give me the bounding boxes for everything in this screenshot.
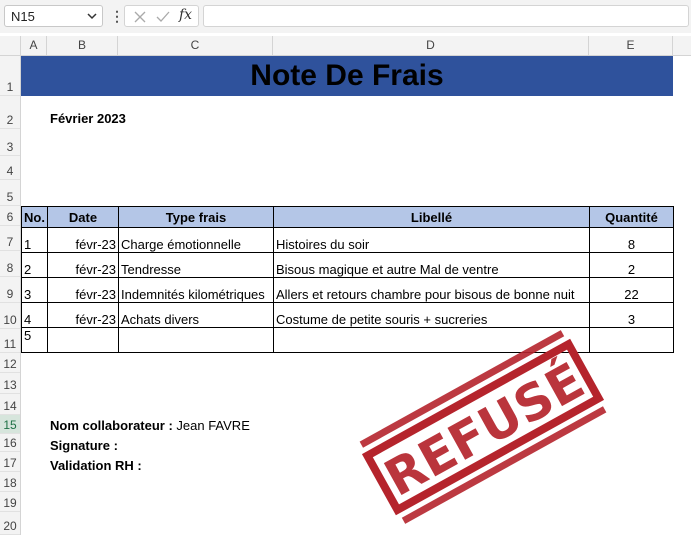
- close-icon[interactable]: [133, 10, 147, 24]
- cell-date[interactable]: févr-23: [48, 278, 119, 303]
- cell-no[interactable]: 1: [22, 228, 48, 253]
- select-all-corner[interactable]: [0, 36, 21, 55]
- cell-label[interactable]: Histoires du soir: [274, 228, 590, 253]
- title-band[interactable]: [21, 56, 673, 96]
- row-header-3[interactable]: 3: [0, 129, 20, 156]
- row-header-4[interactable]: 4: [0, 156, 20, 180]
- name-box-value: N15: [11, 9, 35, 24]
- collaborator-row[interactable]: [50, 418, 250, 433]
- page-title: Note De Frais: [250, 59, 444, 92]
- cell-label[interactable]: Bisous magique et autre Mal de ventre: [274, 253, 590, 278]
- chevron-down-icon[interactable]: [86, 10, 98, 22]
- row-header-10[interactable]: 10: [0, 303, 20, 329]
- check-icon[interactable]: [155, 10, 171, 24]
- formula-buttons: [124, 5, 199, 27]
- fx-icon[interactable]: fx: [179, 7, 193, 23]
- column-header-e[interactable]: E: [589, 36, 673, 55]
- cell-type[interactable]: Achats divers: [119, 303, 274, 328]
- header-type[interactable]: Type frais: [119, 207, 274, 228]
- cell-no[interactable]: 5: [22, 328, 48, 353]
- cell-type[interactable]: Charge émotionnelle: [119, 228, 274, 253]
- validation-label[interactable]: Validation RH :: [50, 458, 142, 473]
- column-header-d[interactable]: D: [273, 36, 589, 55]
- cell-quantity[interactable]: 22: [590, 278, 674, 303]
- column-header-b[interactable]: B: [47, 36, 118, 55]
- cell-type[interactable]: Tendresse: [119, 253, 274, 278]
- period-cell[interactable]: Février 2023: [50, 111, 126, 126]
- row-header-19[interactable]: 19: [0, 492, 20, 512]
- cell-no[interactable]: 2: [22, 253, 48, 278]
- cell-no[interactable]: 4: [22, 303, 48, 328]
- header-date[interactable]: Date: [48, 207, 119, 228]
- header-label[interactable]: Libellé: [274, 207, 590, 228]
- row-header-7[interactable]: 7: [0, 226, 20, 251]
- row-header-20[interactable]: 20: [0, 512, 20, 535]
- row-headers: [0, 56, 21, 535]
- row-header-16[interactable]: 16: [0, 434, 20, 452]
- refused-stamp: [358, 322, 608, 532]
- signature-label[interactable]: Signature :: [50, 438, 118, 453]
- row-header-11[interactable]: 11: [0, 329, 20, 353]
- stamp-text: REFUSÉ: [375, 351, 594, 508]
- row-header-12[interactable]: 12: [0, 353, 20, 373]
- cell-no[interactable]: 3: [22, 278, 48, 303]
- table-row: [22, 228, 674, 253]
- row-header-5[interactable]: 5: [0, 180, 20, 206]
- row-header-6[interactable]: 6: [0, 206, 20, 226]
- cell-quantity[interactable]: 3: [590, 303, 674, 328]
- row-header-9[interactable]: 9: [0, 277, 20, 303]
- row-header-17[interactable]: 17: [0, 452, 20, 472]
- row-header-15[interactable]: 15: [0, 415, 20, 434]
- cell-label[interactable]: Costume de petite souris + sucreries: [274, 303, 590, 328]
- row-header-14[interactable]: 14: [0, 394, 20, 415]
- cell-quantity[interactable]: 2: [590, 253, 674, 278]
- cell-type[interactable]: [119, 328, 274, 353]
- row-header-18[interactable]: 18: [0, 472, 20, 492]
- cell-date[interactable]: [48, 328, 119, 353]
- cell-date[interactable]: févr-23: [48, 303, 119, 328]
- formula-bar: [0, 0, 691, 33]
- column-headers: [0, 36, 691, 56]
- table-row: [22, 253, 674, 278]
- formula-input[interactable]: [203, 5, 689, 27]
- collaborator-label: Nom collaborateur :: [50, 418, 173, 433]
- row-header-13[interactable]: 13: [0, 373, 20, 394]
- cell-quantity[interactable]: 8: [590, 228, 674, 253]
- cell-label[interactable]: Allers et retours chambre pour bisous de bonne nuit: [274, 278, 590, 303]
- collaborator-name: Jean FAVRE: [172, 418, 250, 433]
- column-header-c[interactable]: C: [118, 36, 273, 55]
- row-header-8[interactable]: 8: [0, 251, 20, 277]
- header-no[interactable]: No.: [22, 207, 48, 228]
- row-header-2[interactable]: 2: [0, 96, 20, 129]
- column-header-a[interactable]: A: [21, 36, 47, 55]
- header-quantity[interactable]: Quantité: [590, 207, 674, 228]
- more-options-icon[interactable]: ⋮: [110, 8, 124, 24]
- cell-type[interactable]: Indemnités kilométriques: [119, 278, 274, 303]
- row-header-1[interactable]: 1: [0, 56, 20, 96]
- cell-date[interactable]: févr-23: [48, 253, 119, 278]
- table-row: [22, 278, 674, 303]
- table-header-row: [22, 207, 674, 228]
- cell-date[interactable]: févr-23: [48, 228, 119, 253]
- name-box[interactable]: [4, 5, 103, 27]
